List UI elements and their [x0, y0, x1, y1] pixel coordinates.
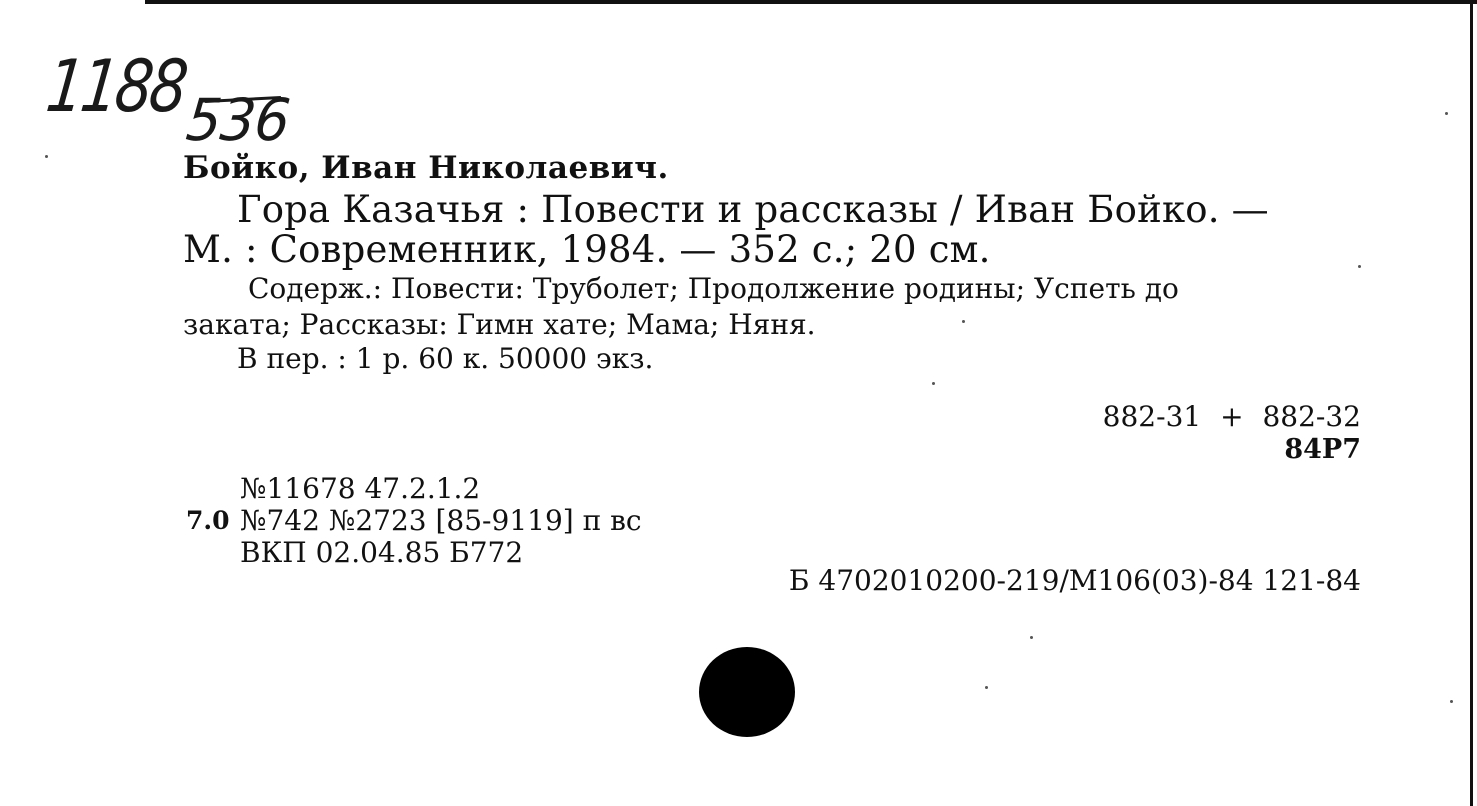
speck	[1450, 700, 1453, 703]
record-line3: ВКП 02.04.85 Б772	[240, 536, 524, 569]
classification-numbers: 882-31 + 882-32	[1102, 400, 1361, 433]
record-prefix: 7.0	[186, 506, 230, 535]
author-heading: Бойко, Иван Николаевич.	[183, 150, 669, 186]
handwritten-sub-mark: 536	[183, 86, 293, 154]
punch-hole	[699, 647, 795, 737]
classification-code: 84Р7	[1284, 434, 1361, 465]
contents-note-line1: Содерж.: Повести: Труболет; Продолжение родины; Успеть до	[248, 272, 1179, 305]
record-line2: №742 №2723 [85-9119] п вс	[240, 504, 642, 537]
card-number-line: Б 4702010200-219/М106(03)-84 121-84	[788, 564, 1361, 597]
contents-note-line2: заката; Рассказы: Гимн хате; Мама; Няня.	[183, 308, 816, 341]
speck	[932, 382, 935, 385]
publication-line: М. : Современник, 1984. — 352 с.; 20 см.	[183, 228, 991, 271]
record-line1: №11678 47.2.1.2	[240, 472, 481, 505]
title-statement-line1: Гора Казачья : Повести и рассказы / Иван Бойко. —	[237, 188, 1269, 231]
handwritten-shelf-mark: 1188	[42, 44, 190, 128]
speck	[1445, 112, 1448, 115]
speck	[45, 155, 48, 158]
speck	[1358, 265, 1361, 268]
card-right-edge	[1470, 0, 1473, 806]
card-top-edge	[145, 0, 1477, 4]
price-print-run: В пер. : 1 р. 60 к. 50000 экз.	[237, 342, 654, 375]
speck	[985, 686, 988, 689]
speck	[1030, 636, 1033, 639]
speck	[962, 320, 965, 323]
